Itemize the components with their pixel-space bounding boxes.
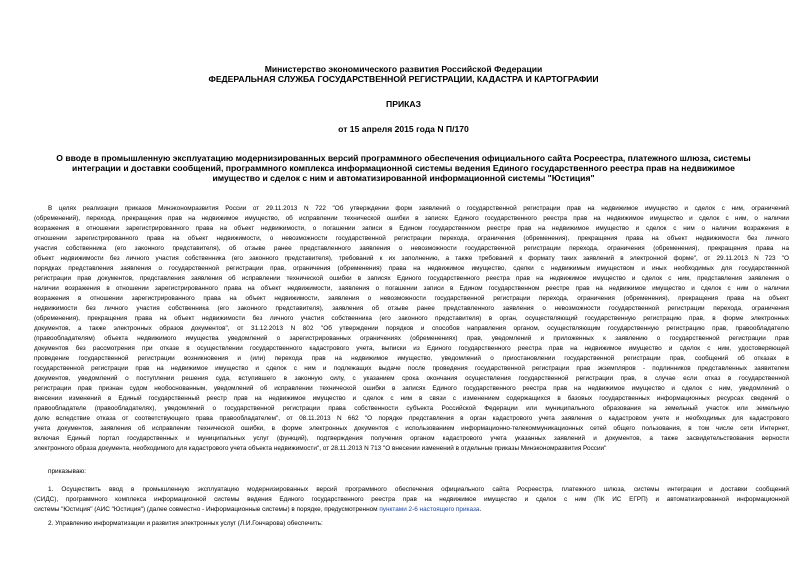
preamble-line: включая Единый портал государственных и муниципальных услуг (функций), подтверждения получения органом кадастрового учета указанных заявлений и документов, а также засвидетельствования верности — [34, 435, 789, 442]
preamble-line: регистрации прав признан судом необоснованным, уведомлений об исправлении технической ошибки в записях Единого государственного реестра прав на недвижимое имущество и сделок с ним, уведомлений о — [34, 385, 789, 392]
preamble-line: возражения в отношении зарегистрированного права на объект недвижимости, заявления о невозможности государственной регистрации перехода, ограничения (обременения), прекращения права на объект — [34, 295, 789, 302]
preamble-line: правообладателе (правообладателях), уведомлений о государственной регистрации права собственности субъекта Российской Федерации или муниципального образования на земельный участок или земельную — [34, 405, 789, 412]
preamble-line: регистрации прав документов, представления заявления об исправлении технической ошибки в записях Единого государственного реестра прав на недвижимое имущество и сделок с ним, представления заявления о — [34, 275, 789, 282]
preamble-line: (правообладателям) объекта недвижимого имущества уведомлений о зарегистрированных ограничениях (обременениях) прав, уведомлений и приложенных к заявлению о государственной регистрации прав — [34, 335, 789, 342]
preamble-line: недвижимости без личного участия собственника (его законного представителя), заявления об отзыве ранее представленного заявления о невозможности государственной регистрации перехода, ограничения — [34, 305, 789, 312]
document-type: ПРИКАЗ — [386, 99, 421, 109]
subject-line: имущество и сделок с ним и автоматизированной информационной системы "Юстиция" — [212, 173, 595, 183]
item-2-paragraph — [34, 519, 789, 529]
preamble-line: проведение государственной регистрации возникновения и (или) перехода прав на недвижимое имущество, уведомлений о приостановлении государственной регистрации прав, сообщений об отказах в — [34, 355, 789, 362]
preamble-line: (обременения), прекращения права на объект недвижимости без личного участия собственника (его законного представителя) в орган, осуществляющий государственную регистрацию прав, в форме электронных — [34, 315, 789, 322]
preamble-line: отношении зарегистрированного права на объект недвижимости, о невозможности государственной регистрации перехода, ограничения (обременения), прекращения права на объект недвижимости без личного — [34, 235, 789, 242]
preamble-line: электронного образа документа, необходимого для кадастрового учета объекта недвижимости", от 28.11.2013 N 713 "О внесении изменений в отдельные приказы Минэкономразвития России" — [34, 445, 607, 452]
item-1-line-last — [34, 505, 789, 515]
subject-line: интеграции и доставки сообщений, программного комплекса информационной системы ведения Единого государственного реестра прав на недвижимое — [72, 163, 735, 173]
subject-line: О вводе в промышленную эксплуатацию модернизированных версий программного обеспечения официального сайта Росреестра, платежного шлюза, системы — [56, 153, 751, 163]
service-name: ФЕДЕРАЛЬНАЯ СЛУЖБА ГОСУДАРСТВЕННОЙ РЕГИСТРАЦИИ, КАДАСТРА И КАРТОГРАФИИ — [208, 74, 599, 84]
item-1-end: . — [479, 506, 482, 513]
preamble-line: внесении изменений в Единый государственный реестр прав на недвижимое имущество и сделок с ним в связи с изменением содержащихся в базовых государственных информационных ресурсах сведений о — [34, 395, 789, 402]
preamble-line: объект недвижимости без личного участия собственника (его законного представителя), требований к их заполнению, а также требований к формату таких заявлений в электронной форме", от 29.11.2013 N 723 "О — [34, 255, 789, 262]
preamble-line: государственной регистрации прав на недвижимое имущество и сделок с ним и подлежащих выдаче после проведения государственной регистрации прав экземпляров - подлинников представленных заявителем — [34, 365, 789, 372]
preamble-line: возражения в отношении зарегистрированного права на объект недвижимости, о погашении записи в Едином государственном реестре прав на недвижимое имущество и сделок с ним о наличии возражения в — [34, 225, 789, 232]
preamble-line: учета документов, заявления об исправлении технической ошибки, в форме электронных документов с использованием информационно-телекоммуникационных сетей общего пользования, в том числе сети Интернет, — [34, 425, 789, 432]
item-2-line: 2. Управлению информатизации и развития электронных услуг (Л.И.Гончарова) обеспечить: — [48, 520, 323, 527]
document-date: от 15 апреля 2015 года N П/170 — [338, 124, 469, 134]
preamble-line: В целях реализации приказов Минэкономразвития России от 29.11.2013 N 722 "Об утверждении форм заявлений о государственной регистрации прав на недвижимое имущество и сделок с ним, ограничений — [48, 205, 789, 212]
document-subject — [18, 153, 789, 183]
item-1-text: системы "Юстиция" (АИС "Юстиция") (далее совместно - Информационные системы) в порядке, предусмотренном — [34, 506, 380, 513]
preamble-line: документов, а также электронных образов документов", от 31.12.2013 N 802 "Об утверждении порядков и способов направления органом, осуществляющим государственную регистрацию прав, правообладателю — [34, 325, 789, 332]
item-1-line: 1. Осуществить ввод в промышленную эксплуатацию модернизированных версий программного обеспечения официального сайта Росреестра, платежного шлюза, системы интеграции и доставки сообщений — [48, 486, 789, 493]
preamble-line: документов без рассмотрения при отказе в осуществлении государственного кадастрового учета, выписки из Единого государственного реестра прав на недвижимое имущество и сделок с ним, удостоверяющей — [34, 345, 789, 352]
preamble-line: участия собственника (его законного представителя), об отзыве ранее представленного заявления о невозможности государственной регистрации перехода, ограничения (обременения), прекращения права на — [34, 245, 789, 252]
item-1-paragraph — [34, 485, 789, 515]
preamble-line: (обременений), перехода, прекращения прав на недвижимое имущество, об исправлении технической ошибки в записях Единого государственного реестра прав на недвижимое имущество и сделок с ним, о наличии — [34, 215, 789, 222]
preamble-line: наличии возражения в отношении зарегистрированного права на объект недвижимости, заявления о погашении записи в Едином государственном реестре прав на недвижимое имущество и сделок с ним о наличии — [34, 285, 789, 292]
ministry-name: Министерство экономического развития Российской Федерации — [264, 64, 543, 74]
order-word: приказываю: — [48, 468, 86, 475]
preamble-line: порядках представления заявления о государственной регистрации прав, ограничения (обременения) права на недвижимое имущество, сделки с недвижимым имуществом и иных необходимых для государственной — [34, 265, 789, 272]
preamble-line: документов, уведомлений о поступлении решения суда, вступившего в законную силу, с указанием срока окончания осуществления государственной регистрации прав, в случае если отказ в государственной — [34, 375, 789, 382]
preamble-line: долю вследствие отказа от соответствующего права правообладателем", от 08.11.2013 N 662 "О порядке представления в орган кадастрового учета заявления о кадастровом учете и необходимых для кадастрового — [34, 415, 789, 422]
clauses-2-6-link[interactable]: пунктами 2-6 настоящего приказа — [379, 506, 480, 513]
item-1-line: (СИДС), программного комплекса информационной системы ведения Единого государственного реестра прав на недвижимое имущество и сделок с ним (ПК ИС ЕГРП) и автоматизированной информационной — [34, 496, 789, 503]
preamble-paragraph — [34, 204, 789, 454]
